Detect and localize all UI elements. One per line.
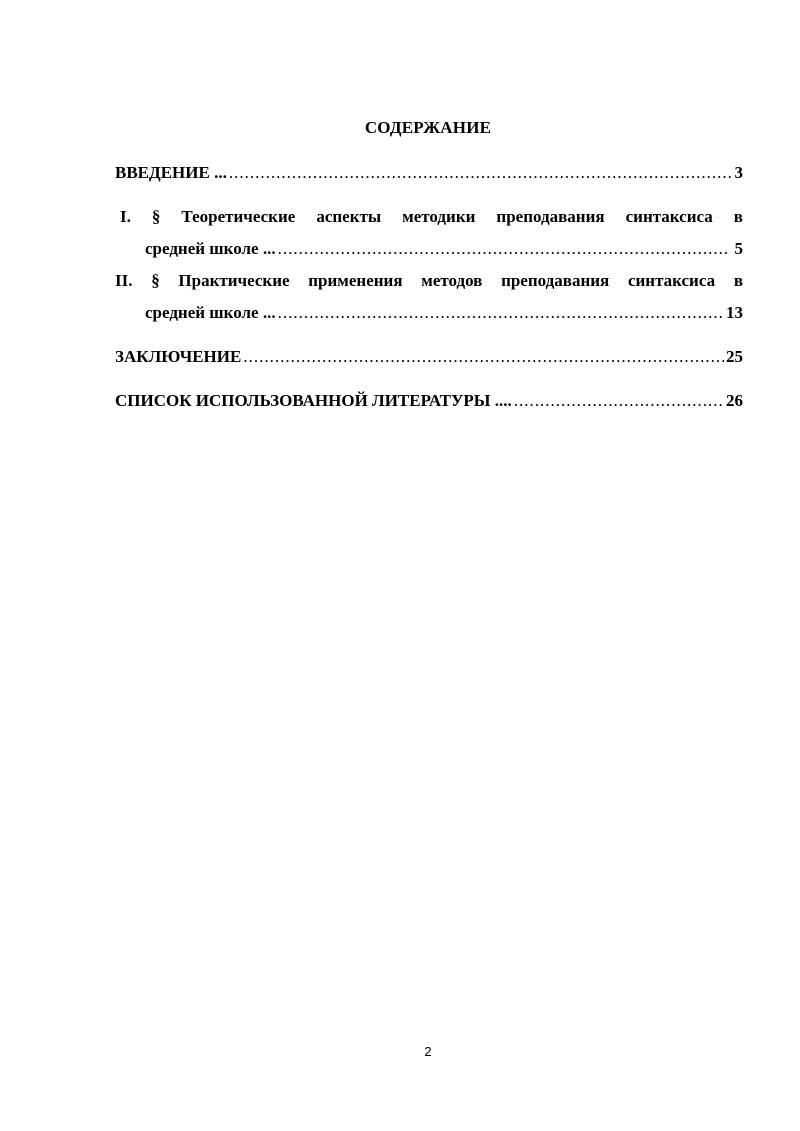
toc-word: преподавания (501, 271, 610, 290)
toc-leader-dots (243, 346, 724, 368)
toc-leader-dots (514, 390, 724, 412)
toc-chapter-roman: I. (120, 207, 131, 226)
toc-entry-chapter-1-line2[interactable] (115, 238, 743, 260)
toc-leader-dots (278, 238, 727, 260)
toc-word: методов (421, 271, 483, 290)
toc-entry-label: средней школе ... (145, 303, 276, 322)
page-number: 2 (424, 1044, 432, 1059)
toc-entry-page: 25 (726, 347, 743, 366)
toc-word: Практические (178, 271, 290, 290)
toc-word: в (733, 207, 743, 226)
toc-entry-introduction[interactable] (115, 162, 743, 184)
toc-entry-chapter-2-line2[interactable] (115, 302, 743, 324)
toc-entry-page: 13 (726, 303, 743, 322)
toc-entry-label: ЗАКЛЮЧЕНИЕ (115, 347, 242, 366)
toc-word: синтаксиса (627, 271, 716, 290)
toc-heading: СОДЕРЖАНИЕ (364, 118, 492, 137)
toc-entry-page: 26 (726, 391, 743, 410)
toc-word: синтаксиса (625, 207, 713, 226)
toc-entry-bibliography[interactable] (115, 390, 743, 412)
toc-entry-conclusion[interactable] (115, 346, 743, 368)
toc-entry-label: ВВЕДЕНИЕ ... (115, 163, 227, 182)
toc-word: методики (402, 207, 476, 226)
toc-entry-page: 3 (734, 163, 743, 182)
toc-word: § (151, 271, 160, 290)
toc-word: применения (308, 271, 403, 290)
toc-word: в (733, 271, 743, 290)
toc-entry-label: СПИСОК ИСПОЛЬЗОВАННОЙ ЛИТЕРАТУРЫ .... (115, 391, 512, 410)
toc-word: § (151, 207, 161, 226)
toc-entry-label: средней школе ... (145, 239, 276, 258)
toc-leader-dots (278, 302, 724, 324)
toc-entry-page: 5 (734, 239, 743, 258)
toc-word: аспекты (316, 207, 382, 226)
toc-entry-chapter-1-line1[interactable] (120, 206, 743, 228)
toc-entry-chapter-2-line1[interactable] (115, 270, 743, 292)
toc-word: Теоретические (181, 207, 296, 226)
toc-leader-dots (229, 162, 733, 184)
toc-chapter-roman: II. (115, 271, 133, 290)
toc-word: преподавания (496, 207, 605, 226)
